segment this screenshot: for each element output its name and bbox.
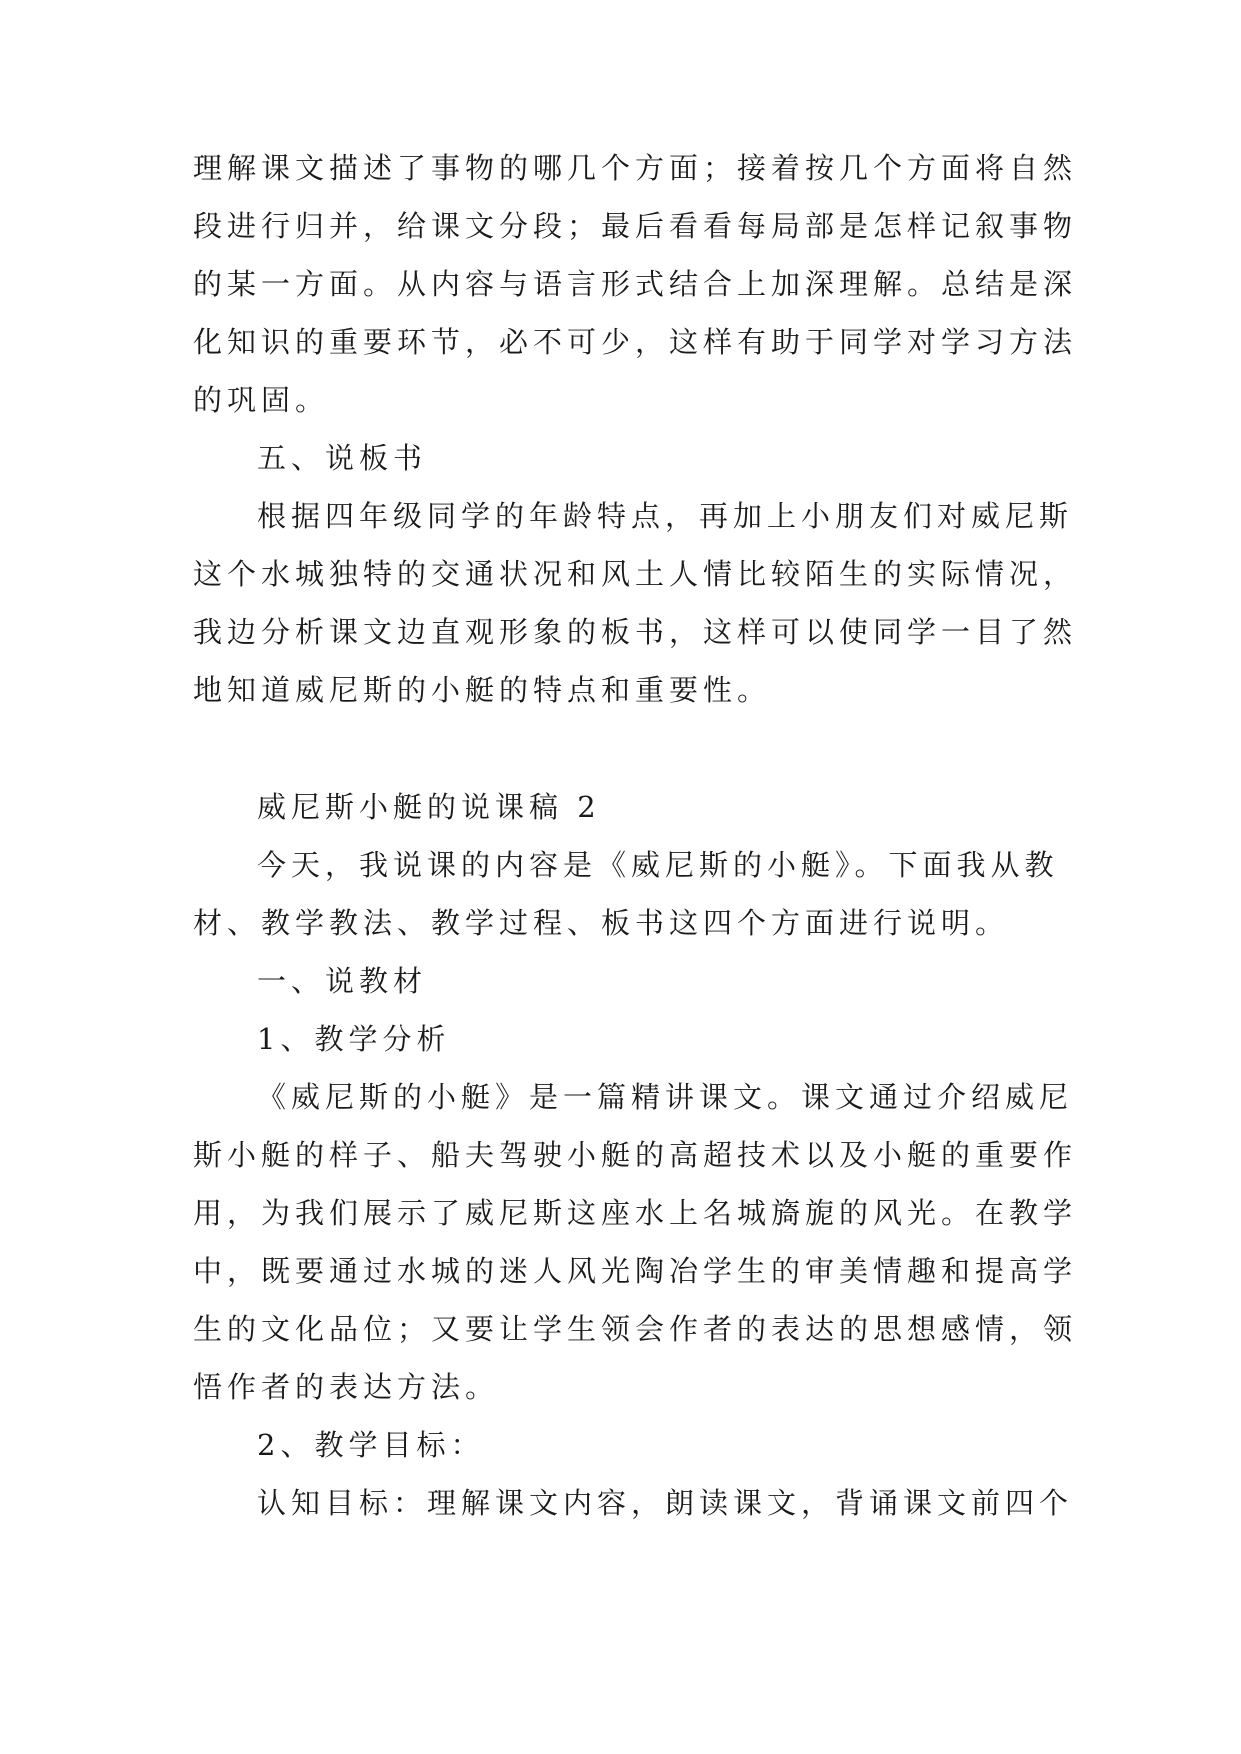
article-title: 威尼斯小艇的说课稿 2 bbox=[257, 790, 601, 824]
paragraph-line: 地知道威尼斯的小艇的特点和重要性。 bbox=[193, 673, 772, 707]
paragraph-line: 的某一方面。从内容与语言形式结合上加深理解。总结是深 bbox=[193, 267, 1078, 301]
subsection-heading: 2、教学目标： bbox=[257, 1428, 485, 1462]
section-heading: 五、说板书 bbox=[257, 441, 428, 475]
paragraph-line: 用，为我们展示了威尼斯这座水上名城旖旎的风光。在教学 bbox=[193, 1196, 1078, 1230]
subsection-heading: 1、教学分析 bbox=[257, 1022, 451, 1056]
paragraph-line: 材、教学教法、教学过程、板书这四个方面进行说明。 bbox=[193, 906, 1010, 940]
paragraph-line: 《威尼斯的小艇》是一篇精讲课文。课文通过介绍威尼 bbox=[257, 1080, 1074, 1114]
paragraph-line: 理解课文描述了事物的哪几个方面；接着按几个方面将自然 bbox=[193, 151, 1078, 185]
paragraph-line: 中，既要通过水城的迷人风光陶冶学生的审美情趣和提高学 bbox=[193, 1254, 1078, 1288]
paragraph-line: 悟作者的表达方法。 bbox=[193, 1370, 500, 1404]
paragraph-line: 斯小艇的样子、船夫驾驶小艇的高超技术以及小艇的重要作 bbox=[193, 1138, 1078, 1172]
paragraph-line: 化知识的重要环节，必不可少，这样有助于同学对学习方法 bbox=[193, 325, 1078, 359]
paragraph-line: 认知目标：理解课文内容，朗读课文，背诵课文前四个 bbox=[257, 1486, 1074, 1520]
paragraph-line: 我边分析课文边直观形象的板书，这样可以使同学一目了然 bbox=[193, 615, 1078, 649]
paragraph-line: 段进行归并，给课文分段；最后看看每局部是怎样记叙事物 bbox=[193, 209, 1078, 243]
paragraph-line: 的巩固。 bbox=[193, 383, 330, 417]
section-heading: 一、说教材 bbox=[257, 964, 428, 998]
paragraph-line: 生的文化品位；又要让学生领会作者的表达的思想感情，领 bbox=[193, 1312, 1078, 1346]
paragraph-line: 这个水城独特的交通状况和风土人情比较陌生的实际情况， bbox=[193, 557, 1078, 591]
paragraph-line: 根据四年级同学的年龄特点，再加上小朋友们对威尼斯 bbox=[257, 499, 1074, 533]
paragraph-line: 今天，我说课的内容是《威尼斯的小艇》。下面我从教 bbox=[257, 848, 1059, 882]
